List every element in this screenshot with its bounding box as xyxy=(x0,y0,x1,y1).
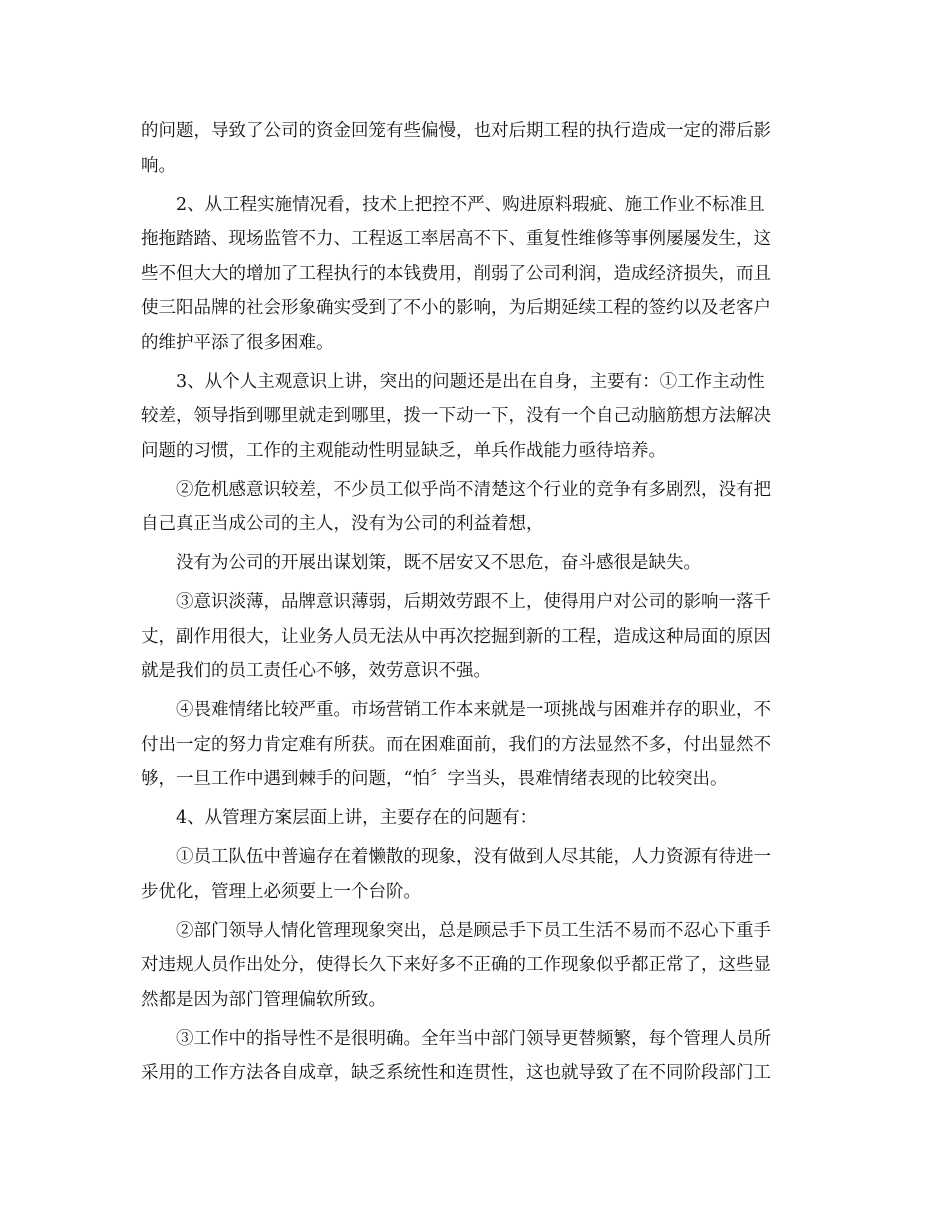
text-line: 对违规人员作出处分，使得长久下来好多不正确的工作现象似乎都正常了，这些显 xyxy=(141,955,771,975)
text-line: 丈，副作用很大，让业务人员无法从中再次挖掘到新的工程，造成这种局面的原因 xyxy=(141,626,771,647)
paragraph xyxy=(141,473,811,542)
text-line: 4、从管理方案层面上讲，主要存在的问题有： xyxy=(176,808,538,828)
text-line: 2、从工程实施情况看，技术上把控不严、购进原料瑕疵、施工作业不标准且 xyxy=(176,194,765,215)
paragraph xyxy=(141,840,811,909)
text-line: ④畏难情绪比较严重。市场营销工作本来就是一项挑战与困难并存的职业，不 xyxy=(176,700,771,720)
text-line: ③意识淡薄，品牌意识薄弱，后期效劳跟不上，使得用户对公司的影响一落千 xyxy=(176,592,771,612)
text-line: ②危机感意识较差，不少员工似乎尚不清楚这个行业的竞争有多剧烈，没有把 xyxy=(176,479,771,500)
text-line: 的问题，导致了公司的资金回笼有些偏慢，也对后期工程的执行造成一定的滞后影 xyxy=(141,121,771,141)
paragraph xyxy=(141,1022,811,1091)
text-line: 然都是因为部门管理偏软所致。 xyxy=(141,989,386,1010)
text-line: 些不但大大的增加了工程执行的本钱费用，削弱了公司利润，造成经济损失，而且 xyxy=(141,263,771,284)
text-line: 3、从个人主观意识上讲，突出的问题还是出在自身，主要有：①工作主动性 xyxy=(176,371,765,392)
text-line: ③工作中的指导性不是很明确。全年当中部门领导更替频繁，每个管理人员所 xyxy=(176,1028,771,1049)
paragraph xyxy=(141,914,811,1018)
paragraph xyxy=(141,585,811,689)
text-line: 就是我们的员工责任心不够，效劳意识不强。 xyxy=(141,661,491,681)
paragraph xyxy=(141,188,811,361)
text-line: 采用的工作方法各自成章，缺乏系统性和连贯性，这也就导致了在不同阶段部门工 xyxy=(141,1063,771,1083)
text-line: ②部门领导人情化管理现象突出，总是顾忌手下员工生活不易而不忍心下重手 xyxy=(176,920,771,941)
text-line: 够，一旦工作中遇到棘手的问题，“怕〞字当头，畏难情绪表现的比较突出。 xyxy=(141,769,728,789)
text-line: ①员工队伍中普遍存在着懒散的现象，没有做到人尽其能，人力资源有待进一 xyxy=(176,847,771,867)
document-body xyxy=(141,114,811,1091)
text-line: 没有为公司的开展出谋划策，既不居安又不思危，奋斗感很是缺失。 xyxy=(176,553,701,573)
text-line: 问题的习惯，工作的主观能动性明显缺乏，单兵作战能力亟待培养。 xyxy=(141,440,666,461)
text-line: 步优化，管理上必须要上一个台阶。 xyxy=(141,881,421,902)
paragraph xyxy=(141,546,811,581)
paragraph xyxy=(141,693,811,797)
text-line: 使三阳品牌的社会形象确实受到了不小的影响，为后期延续工程的签约以及老客户 xyxy=(141,298,771,318)
text-line: 响。 xyxy=(141,155,176,176)
paragraph xyxy=(141,365,811,469)
text-line: 自己真正当成公司的主人，没有为公司的利益着想， xyxy=(141,514,544,534)
text-line: 较差，领导指到哪里就走到哪里，拨一下动一下，没有一个自己动脑筋想方法解决 xyxy=(141,406,771,426)
text-line: 拖拖踏踏、现场监管不力、工程返工率居高不下、重复性维修等事例屡屡发生，这 xyxy=(141,229,771,249)
text-line: 的维护平添了很多困难。 xyxy=(141,332,334,353)
text-line: 付出一定的努力肯定难有所获。而在困难面前，我们的方法显然不多，付出显然不 xyxy=(141,734,771,755)
paragraph xyxy=(141,114,811,183)
paragraph xyxy=(141,801,811,836)
